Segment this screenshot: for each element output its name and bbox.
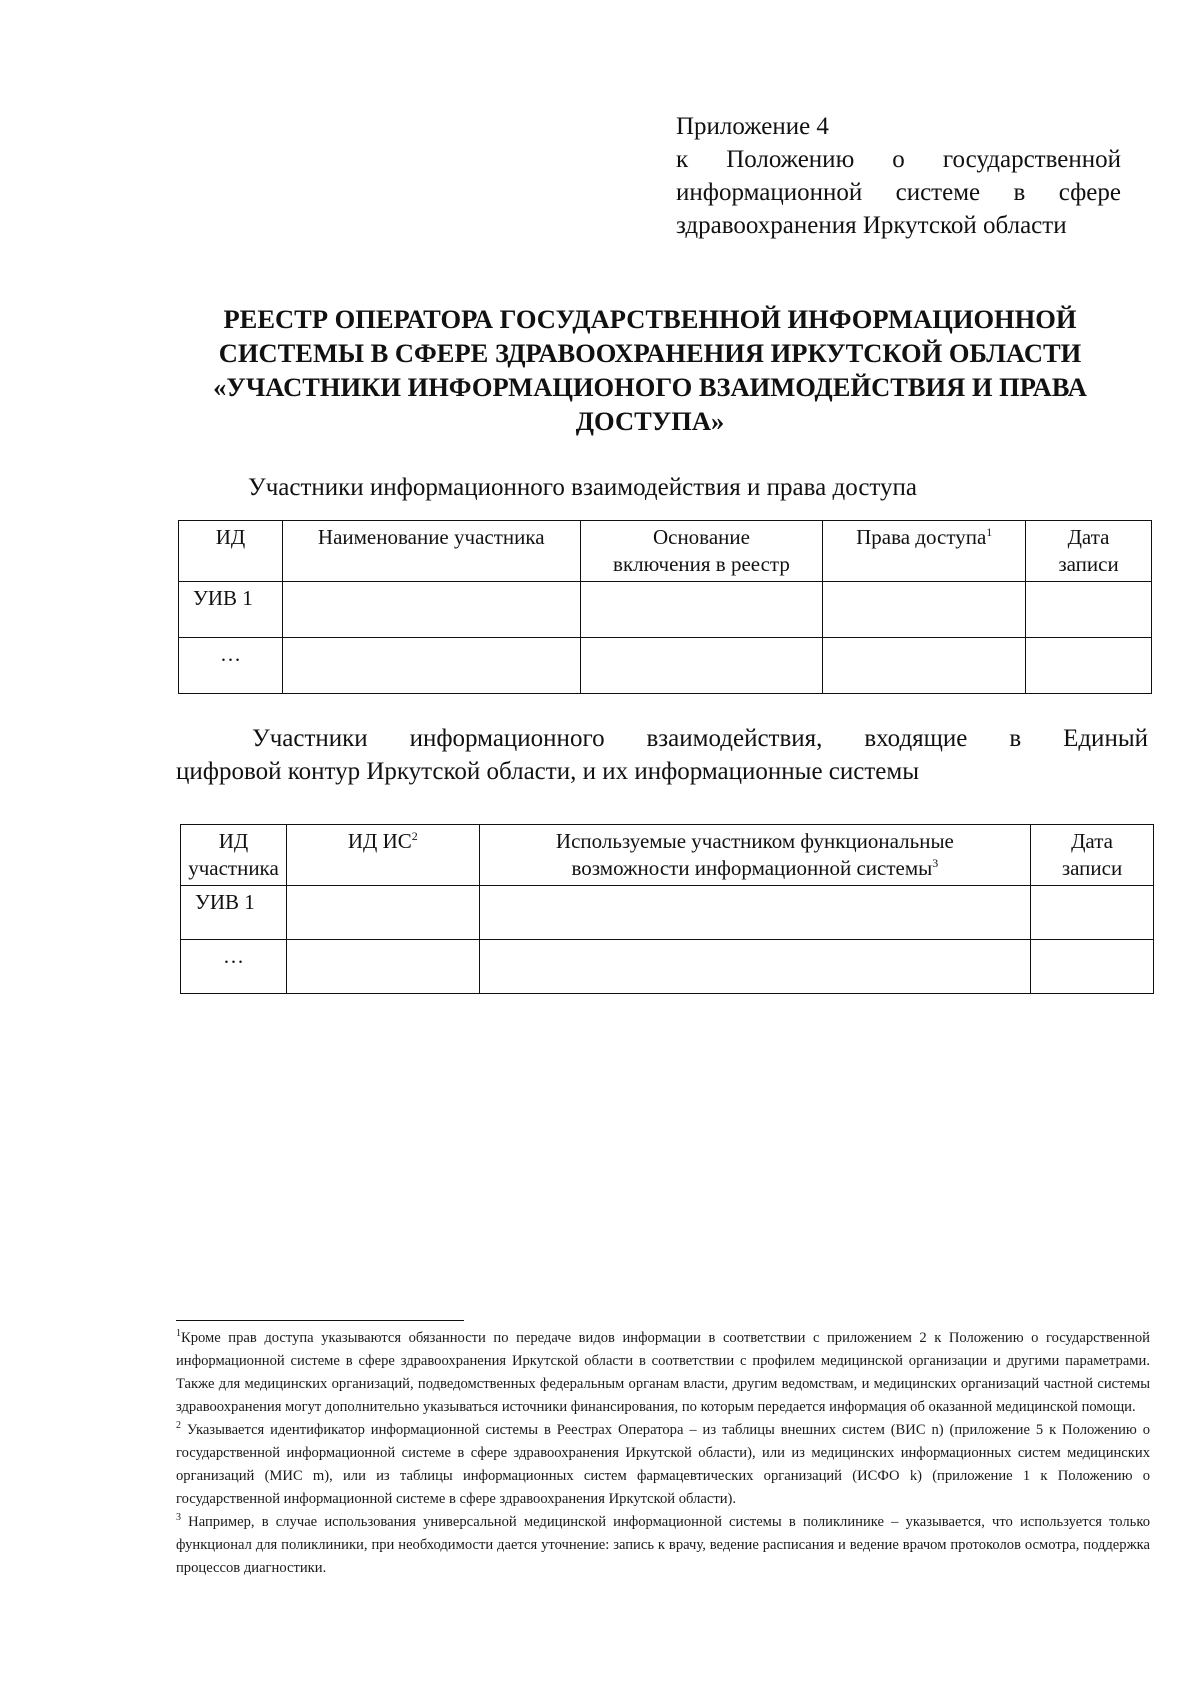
cell-id: УИВ 1 (181, 886, 287, 940)
footnote-ref: 1 (986, 525, 993, 539)
col-rights-header: Права доступа$^1$ (823, 521, 1026, 582)
appendix-ref-line: к Положению о государственной (676, 146, 1121, 173)
appendix-header (676, 110, 1121, 242)
appendix-ref-line: здравоохранения Иркутской области (676, 212, 1067, 239)
cell-ellipsis: … (181, 940, 287, 994)
title-line: «УЧАСТНИКИ ИНФОРМАЦИОНОГО ВЗАИМОДЕЙСТВИЯ И ПРАВА (213, 372, 1087, 402)
col-id-header: ИД (179, 521, 283, 582)
col-basis-header: Основание включения в реестр (580, 521, 823, 582)
title-line: СИСТЕМЫ В СФЕРЕ ЗДРАВООХРАНЕНИЯ ИРКУТСКОЙ ОБЛАСТИ (218, 338, 1082, 368)
cell-empty (1031, 886, 1154, 940)
table-row (181, 886, 1154, 940)
footnote-2: $^2$ Указывается идентификатор информационной системы в Реестрах Оператора – из таблицы внешних систем (ВИС n) (приложение 5 к Положению о государственной информационной системе в сфере здравоохранения Иркутской области), или из медицинских информационных систем медицинских организаций (МИС m), или из таблицы информационных систем фармацевтических организаций (ИСФО k) (приложение 1 к Положению о государственной информационной системе в сфере здравоохранения Иркутской области). (176, 1420, 1150, 1507)
cell-ellipsis: … (179, 638, 283, 694)
col-functions-header: Используемые участником функциональные возможности информационной системы$^3$ (479, 825, 1030, 886)
footnote-separator (176, 1320, 464, 1321)
col-date-header: Дата записи (1031, 825, 1154, 886)
cell-empty (282, 582, 580, 638)
footnotes (176, 1327, 1150, 1580)
section2-heading-line: цифровой контур Иркутской области, и их информационные системы (176, 758, 920, 785)
participants-systems-table (180, 824, 1154, 994)
col-participant-id-header: ИД участника (181, 825, 287, 886)
document-title (170, 302, 1130, 438)
section2-heading (176, 722, 1148, 788)
table-row (179, 582, 1152, 638)
footnote-1: $^1$Кроме прав доступа указываются обязанности по передаче видов информации в соответствии с приложением 2 к Положению о государственной информационной системе в сфере здравоохранения Иркутской области в соответствии с профилем медицинской организации и другими параметрами. Также для медицинских организаций, подведомственных федеральным органам власти, другим ведомствам, и медицинских организаций частной системы здравоохранения могут дополнительно указываться источники финансирования, по которым передается информация об оказанной медицинской помощи. (176, 1328, 1150, 1415)
table-row (179, 638, 1152, 694)
cell-empty (823, 582, 1026, 638)
cell-empty (286, 886, 479, 940)
title-line: РЕЕСТР ОПЕРАТОРА ГОСУДАРСТВЕННОЙ ИНФОРМАЦИОННОЙ (223, 304, 1077, 334)
cell-empty (580, 638, 823, 694)
cell-empty (282, 638, 580, 694)
cell-empty (823, 638, 1026, 694)
cell-id: УИВ 1 (179, 582, 283, 638)
cell-empty (479, 940, 1030, 994)
cell-empty (1031, 940, 1154, 994)
cell-empty (580, 582, 823, 638)
section2-heading-line: Участники информационного взаимодействия, входящие в Единый (252, 725, 1148, 752)
participants-rights-table (178, 520, 1152, 694)
appendix-number: Приложение 4 (676, 113, 829, 140)
footnote-ref: 3 (932, 856, 939, 870)
table-row (181, 940, 1154, 994)
table-header-row (181, 825, 1154, 886)
col-date-header: Дата записи (1026, 521, 1152, 582)
section1-heading: Участники информационного взаимодействия и права доступа (248, 474, 917, 501)
cell-empty (479, 886, 1030, 940)
appendix-ref-line: информационной системе в сфере (676, 179, 1121, 206)
col-name-header: Наименование участника (282, 521, 580, 582)
table-header-row (179, 521, 1152, 582)
col-is-id-header: ИД $ИС^2$ (286, 825, 479, 886)
footnote-ref: 2 (411, 829, 418, 843)
cell-empty (1026, 638, 1152, 694)
cell-empty (286, 940, 479, 994)
cell-empty (1026, 582, 1152, 638)
title-line: ДОСТУПА» (575, 406, 725, 436)
footnote-3: $^3$ Например, в случае использования универсальной медицинской информационной системы в поликлинике – указывается, что используется только функционал для поликлиники, при необходимости дается уточнение: запись к врачу, ведение расписания и ведение врачом протоколов осмотра, поддержка процессов диагностики. (176, 1512, 1150, 1576)
